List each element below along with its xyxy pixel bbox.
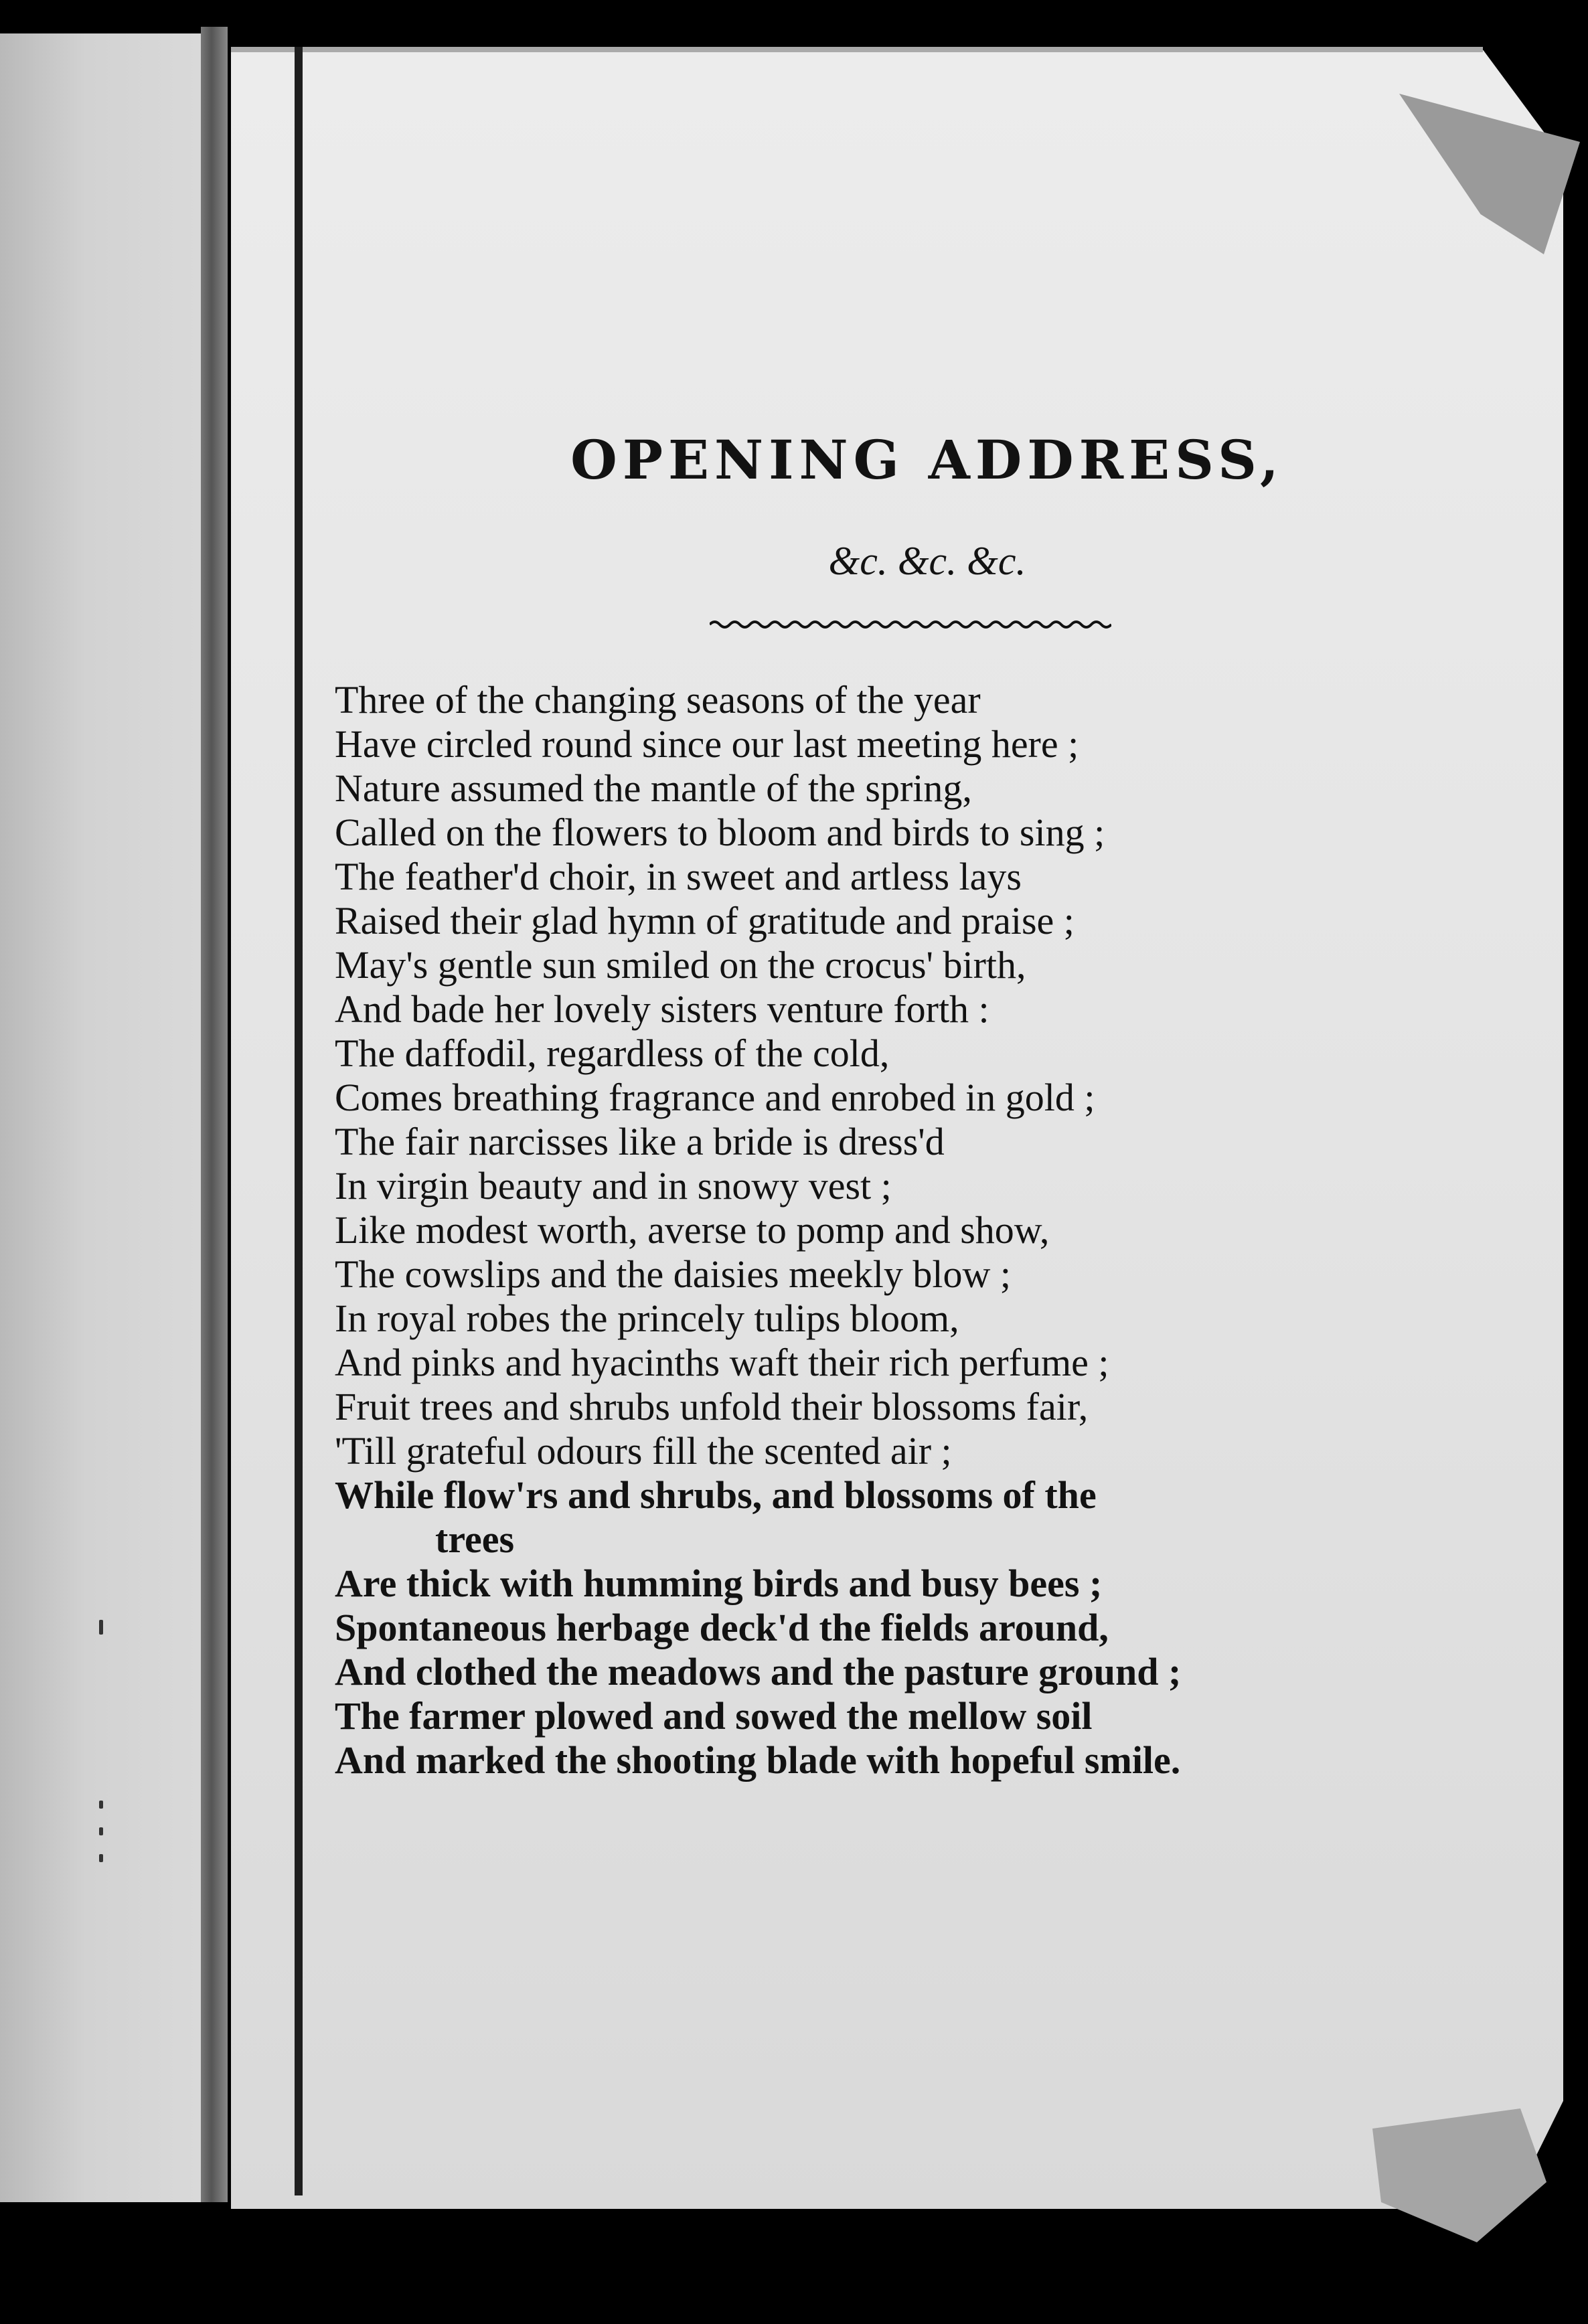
gutter-rule: [295, 47, 303, 2195]
wavy-rule-ornament: [710, 618, 1111, 631]
poem-line: And clothed the meadows and the pasture ground ;: [335, 1650, 1182, 1693]
poem-line: In royal robes the princely tulips bloom,: [335, 1297, 959, 1340]
page-top-edge: [231, 47, 1483, 52]
poem-body: [335, 678, 1419, 1782]
margin-speck: [99, 1801, 103, 1809]
margin-speck: [99, 1827, 103, 1835]
poem-line: Fruit trees and shrubs unfold their blossoms fair,: [335, 1385, 1089, 1428]
poem-line: The daffodil, regardless of the cold,: [335, 1031, 890, 1075]
page-subtitle: &c. &c. &c.: [828, 539, 1026, 583]
poem-line: Spontaneous herbage deck'd the fields around,: [335, 1606, 1109, 1649]
poem-line: And bade her lovely sisters venture forth :: [335, 987, 989, 1031]
page-content: [335, 428, 1419, 1782]
poem-line: Have circled round since our last meeting here ;: [335, 722, 1079, 766]
poem-line: The feather'd choir, in sweet and artless lays: [335, 855, 1022, 898]
folded-corner-bottom: [1372, 2108, 1546, 2242]
poem-line: 'Till grateful odours fill the scented air ;: [335, 1429, 952, 1473]
page-title: OPENING ADDRESS,: [570, 428, 1284, 491]
margin-speck: [99, 1854, 103, 1862]
poem-line: The farmer plowed and sowed the mellow soil: [335, 1694, 1093, 1738]
poem-line: trees: [435, 1517, 515, 1561]
poem-line: And pinks and hyacinths waft their rich perfume ;: [335, 1341, 1109, 1384]
poem-line: Three of the changing seasons of the year: [335, 678, 981, 722]
poem-line: Nature assumed the mantle of the spring,: [335, 766, 972, 810]
poem-line: And marked the shooting blade with hopeful smile.: [335, 1738, 1181, 1782]
poem-line: While flow'rs and shrubs, and blossoms of the: [335, 1473, 1097, 1517]
margin-speck: [99, 1620, 103, 1635]
binding-shadow: [201, 27, 228, 2202]
poem-line: In virgin beauty and in snowy vest ;: [335, 1164, 892, 1208]
facing-page-edge: [0, 33, 214, 2202]
poem-line: Raised their glad hymn of gratitude and praise ;: [335, 899, 1075, 942]
poem-line: Are thick with humming birds and busy bees ;: [335, 1562, 1103, 1605]
poem-line: May's gentle sun smiled on the crocus' birth,: [335, 943, 1026, 987]
poem-line: Called on the flowers to bloom and birds to sing ;: [335, 811, 1105, 854]
poem-line: Like modest worth, averse to pomp and show,: [335, 1208, 1050, 1252]
poem-line: The fair narcisses like a bride is dress'd: [335, 1120, 945, 1163]
poem-line: Comes breathing fragrance and enrobed in gold ;: [335, 1076, 1095, 1119]
poem-line: The cowslips and the daisies meekly blow ;: [335, 1252, 1011, 1296]
